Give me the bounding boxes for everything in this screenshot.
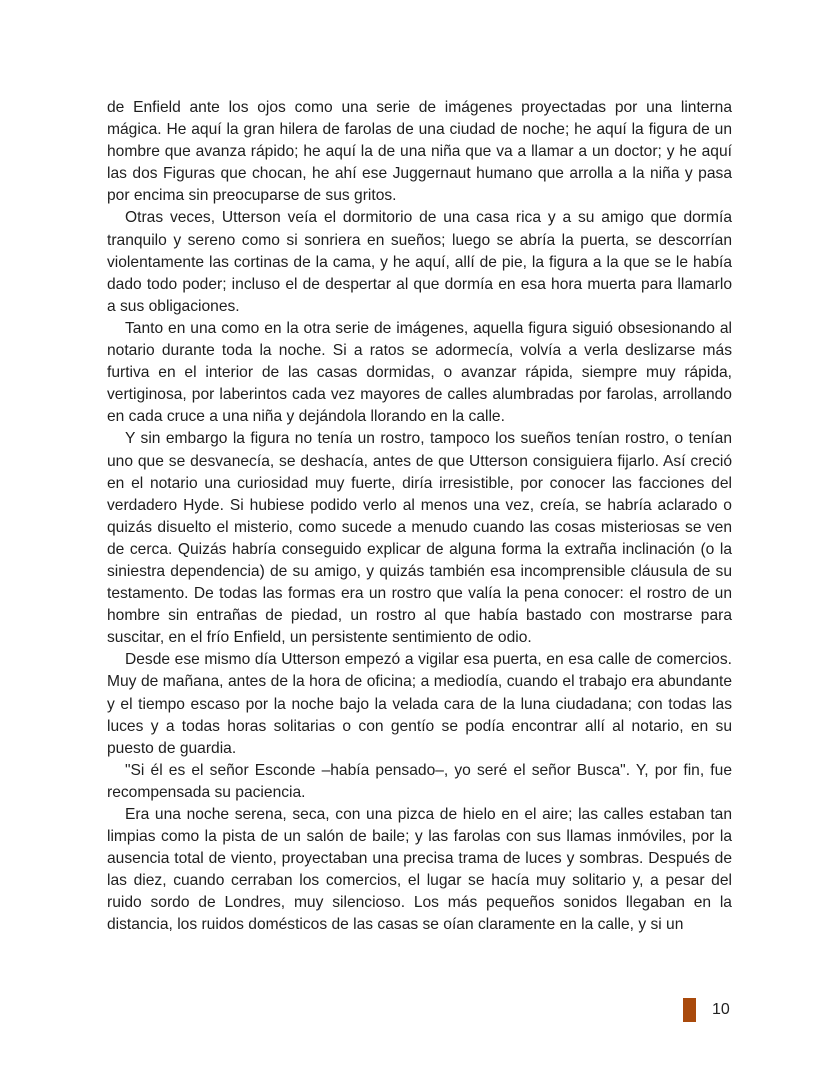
page-footer <box>683 998 730 1022</box>
page-number: 10 <box>712 1001 730 1018</box>
paragraph-6: "Si él es el señor Esconde –había pensado–, yo seré el señor Busca". Y, por fin, fue recompensada su paciencia. <box>107 761 732 801</box>
paragraph-2: Otras veces, Utterson veía el dormitorio de una casa rica y a su amigo que dormía tranquilo y sereno como si sonriera en sueños; luego se abría la puerta, se descorrían violentamente las cortinas de la cama, y he aquí, allí de pie, la figura a la que se le había dado todo poder; incluso el de despertar al que dormía en esa hora muerta para llamarlo a sus obligaciones. <box>107 209 732 315</box>
paragraph-7: Era una noche serena, seca, con una pizca de hielo en el aire; las calles estaban tan limpias como la pista de un salón de baile; y las farolas con sus llamas inmóviles, por la ausencia total de viento, proyectaban una precisa trama de luces y sombras. Después de las diez, cuando cerraban los comercios, el lugar se hacía muy solitario y, a pesar del ruido sordo de Londres, muy silencioso. Los más pequeños sonidos llegaban en la distancia, los ruidos domésticos de las casas se oían claramente en la calle, y si un <box>107 806 732 934</box>
body-text <box>107 97 732 937</box>
paragraph-4: Y sin embargo la figura no tenía un rostro, tampoco los sueños tenían rostro, o tenían uno que se desvanecía, se deshacía, antes de que Utterson consiguiera fijarlo. Así creció en el notario una curiosidad muy fuerte, diría irresistible, por conocer las facciones del verdadero Hyde. Si hubiese podido verlo al menos una vez, creía, se habría aclarado o quizás disuelto el misterio, como sucede a menudo cuando las cosas misteriosas se ven de cerca. Quizás habría conseguido explicar de alguna forma la extraña inclinación (o la siniestra dependencia) de su amigo, y quizás también esa incomprensible cláusula de su testamento. De todas las formas era un rostro que valía la pena conocer: el rostro de un hombre sin entrañas de piedad, un rostro al que había bastado con mostrarse para suscitar, en el frío Enfield, un persistente sentimiento de odio. <box>107 430 732 647</box>
page-marker-bar <box>683 998 696 1022</box>
paragraph-5: Desde ese mismo día Utterson empezó a vigilar esa puerta, en esa calle de comercios. Muy de mañana, antes de la hora de oficina; a mediodía, cuando el trabajo era abundante y el tiempo escaso por la noche bajo la velada cara de la luna ciudadana; con todas las luces y a todas horas solitarias o con gentío se podía encontrar allí al notario, en su puesto de guardia. <box>107 651 732 757</box>
paragraph-3: Tanto en una como en la otra serie de imágenes, aquella figura siguió obsesionando al notario durante toda la noche. Si a ratos se adormecía, volvía a verla deslizarse más furtiva en el interior de las casas dormidas, o avanzar rápida, siempre muy rápida, vertiginosa, por laberintos cada vez mayores de calles alumbradas por farolas, arrollando en cada cruce a una niña y dejándola llorando en la calle. <box>107 319 732 426</box>
paragraph-1: de Enfield ante los ojos como una serie de imágenes proyectadas por una linterna mágica. He aquí la gran hilera de farolas de una ciudad de noche; he aquí la figura de un hombre que avanza rápido; he aquí la de una niña que va a llamar a un doctor; y he aquí las dos Figuras que chocan, he ahí ese Juggernaut humano que arrolla a la niña y pasa por encima sin preocuparse de sus gritos. <box>107 99 732 205</box>
